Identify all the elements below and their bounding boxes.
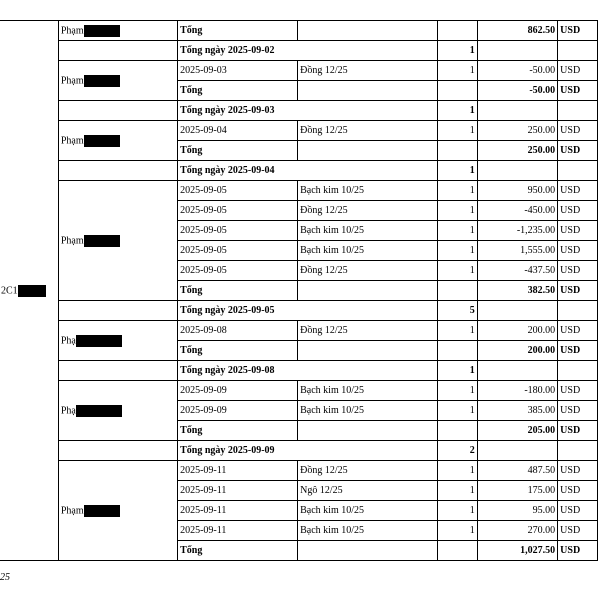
quantity: 1 <box>438 401 478 421</box>
redaction-bar <box>76 335 122 347</box>
empty-cell <box>558 101 598 121</box>
customer-name-cell <box>58 61 177 101</box>
empty-cell <box>298 281 438 301</box>
day-total-row <box>0 441 598 461</box>
day-total-count: 1 <box>438 41 478 61</box>
product-name: Bạch kim 10/25 <box>298 401 438 421</box>
quantity: 1 <box>438 521 478 541</box>
product-name: Ngô 12/25 <box>298 481 438 501</box>
day-total-label: Tổng ngày 2025-09-03 <box>178 101 438 121</box>
empty-cell <box>477 441 557 461</box>
day-total-count: 1 <box>438 101 478 121</box>
amount: -180.00 <box>477 381 557 401</box>
amount: 1,555.00 <box>477 241 557 261</box>
quantity: 1 <box>438 501 478 521</box>
trade-date: 2025-09-11 <box>178 481 298 501</box>
product-name: Bạch kim 10/25 <box>298 521 438 541</box>
currency: USD <box>558 541 598 561</box>
currency: USD <box>558 241 598 261</box>
currency: USD <box>558 61 598 81</box>
total-label: Tổng <box>178 141 298 161</box>
empty-cell <box>558 301 598 321</box>
customer-name: Phạm <box>60 234 84 246</box>
currency: USD <box>558 181 598 201</box>
transaction-row <box>0 121 598 141</box>
total-label: Tổng <box>178 21 298 41</box>
empty-cell <box>298 141 438 161</box>
empty-cell <box>298 421 438 441</box>
empty-cell <box>58 101 177 121</box>
amount: -437.50 <box>477 261 557 281</box>
currency: USD <box>558 121 598 141</box>
empty-cell <box>558 441 598 461</box>
trade-date: 2025-09-09 <box>178 401 298 421</box>
total-label: Tổng <box>178 281 298 301</box>
quantity: 1 <box>438 381 478 401</box>
trade-date: 2025-09-11 <box>178 461 298 481</box>
day-total-count: 1 <box>438 361 478 381</box>
day-total-label: Tổng ngày 2025-09-08 <box>178 361 438 381</box>
currency: USD <box>558 281 598 301</box>
currency: USD <box>558 201 598 221</box>
currency: USD <box>558 381 598 401</box>
trade-date: 2025-09-11 <box>178 501 298 521</box>
currency: USD <box>558 521 598 541</box>
empty-cell <box>477 361 557 381</box>
total-label: Tổng <box>178 541 298 561</box>
redaction-bar <box>84 505 120 517</box>
empty-cell <box>58 301 177 321</box>
empty-cell <box>477 101 557 121</box>
customer-name: Phạ <box>60 404 76 416</box>
quantity: 1 <box>438 61 478 81</box>
day-total-row <box>0 361 598 381</box>
amount: 175.00 <box>477 481 557 501</box>
currency: USD <box>558 21 598 41</box>
customer-name-cell <box>58 121 177 161</box>
amount: 950.00 <box>477 181 557 201</box>
group-total-amount: 250.00 <box>477 141 557 161</box>
quantity: 1 <box>438 241 478 261</box>
day-total-label: Tổng ngày 2025-09-04 <box>178 161 438 181</box>
currency: USD <box>558 401 598 421</box>
empty-cell <box>298 81 438 101</box>
empty-cell <box>438 541 478 561</box>
amount: 200.00 <box>477 321 557 341</box>
day-total-row <box>0 41 598 61</box>
product-name: Bạch kim 10/25 <box>298 221 438 241</box>
group-total-amount: 200.00 <box>477 341 557 361</box>
total-label: Tổng <box>178 81 298 101</box>
product-name: Bạch kim 10/25 <box>298 241 438 261</box>
day-total-label: Tổng ngày 2025-09-02 <box>178 41 438 61</box>
day-total-row <box>0 161 598 181</box>
amount: -450.00 <box>477 201 557 221</box>
empty-cell <box>558 41 598 61</box>
currency: USD <box>558 461 598 481</box>
trade-date: 2025-09-09 <box>178 381 298 401</box>
trade-date: 2025-09-11 <box>178 521 298 541</box>
amount: -1,235.00 <box>477 221 557 241</box>
empty-cell <box>558 161 598 181</box>
trade-date: 2025-09-08 <box>178 321 298 341</box>
empty-cell <box>298 21 438 41</box>
total-label: Tổng <box>178 341 298 361</box>
transaction-row <box>0 381 598 401</box>
quantity: 1 <box>438 201 478 221</box>
amount: 385.00 <box>477 401 557 421</box>
empty-cell <box>477 161 557 181</box>
group-total-row <box>0 21 598 41</box>
empty-cell <box>58 41 177 61</box>
customer-name: Phạm <box>60 74 84 86</box>
customer-name-cell <box>58 381 177 441</box>
group-total-amount: 862.50 <box>477 21 557 41</box>
product-name: Bạch kim 10/25 <box>298 181 438 201</box>
amount: 95.00 <box>477 501 557 521</box>
currency: USD <box>558 141 598 161</box>
customer-name-cell <box>58 321 177 361</box>
quantity: 1 <box>438 461 478 481</box>
customer-name: Phạ <box>60 334 76 346</box>
product-name: Đồng 12/25 <box>298 321 438 341</box>
day-total-label: Tổng ngày 2025-09-09 <box>178 441 438 461</box>
empty-cell <box>438 421 478 441</box>
empty-cell <box>58 161 177 181</box>
redaction-bar <box>84 25 120 37</box>
amount: 250.00 <box>477 121 557 141</box>
product-name: Đồng 12/25 <box>298 261 438 281</box>
redaction-bar <box>76 405 122 417</box>
transaction-row <box>0 61 598 81</box>
trade-date: 2025-09-05 <box>178 201 298 221</box>
amount: -50.00 <box>477 61 557 81</box>
quantity: 1 <box>438 261 478 281</box>
day-total-label: Tổng ngày 2025-09-05 <box>178 301 438 321</box>
empty-cell <box>58 361 177 381</box>
day-total-count: 5 <box>438 301 478 321</box>
currency: USD <box>558 341 598 361</box>
trade-date: 2025-09-04 <box>178 121 298 141</box>
trade-date: 2025-09-05 <box>178 181 298 201</box>
group-total-amount: 205.00 <box>477 421 557 441</box>
product-name: Đồng 12/25 <box>298 121 438 141</box>
product-name: Bạch kim 10/25 <box>298 501 438 521</box>
customer-name: Phạm <box>60 504 84 516</box>
currency: USD <box>558 221 598 241</box>
product-name: Bạch kim 10/25 <box>298 381 438 401</box>
empty-cell <box>477 41 557 61</box>
empty-cell <box>438 21 478 41</box>
empty-cell <box>438 281 478 301</box>
empty-cell <box>438 341 478 361</box>
day-total-count: 2 <box>438 441 478 461</box>
product-name: Đồng 12/25 <box>298 201 438 221</box>
quantity: 1 <box>438 121 478 141</box>
empty-cell <box>298 341 438 361</box>
empty-cell <box>558 361 598 381</box>
quantity: 1 <box>438 481 478 501</box>
group-total-amount: 1,027.50 <box>477 541 557 561</box>
currency: USD <box>558 481 598 501</box>
empty-cell <box>298 541 438 561</box>
amount: 270.00 <box>477 521 557 541</box>
transaction-table-body <box>0 21 598 561</box>
redaction-bar <box>84 135 120 147</box>
empty-cell <box>438 141 478 161</box>
day-total-row <box>0 301 598 321</box>
empty-cell <box>477 301 557 321</box>
empty-cell <box>438 81 478 101</box>
customer-name: Phạm <box>60 24 84 36</box>
redaction-bar <box>18 285 46 297</box>
quantity: 1 <box>438 321 478 341</box>
account-cell <box>0 21 58 561</box>
product-name: Đồng 12/25 <box>298 61 438 81</box>
empty-cell <box>58 441 177 461</box>
transaction-table <box>0 20 598 561</box>
redaction-bar <box>84 75 120 87</box>
customer-name-cell <box>58 21 177 41</box>
trade-date: 2025-09-05 <box>178 261 298 281</box>
currency: USD <box>558 501 598 521</box>
redaction-bar <box>84 235 120 247</box>
day-total-count: 1 <box>438 161 478 181</box>
trade-date: 2025-09-05 <box>178 221 298 241</box>
quantity: 1 <box>438 181 478 201</box>
transaction-row <box>0 181 598 201</box>
page-footer-text: 25 <box>0 572 10 583</box>
amount: 487.50 <box>477 461 557 481</box>
quantity: 1 <box>438 221 478 241</box>
customer-name-cell <box>58 181 177 301</box>
group-total-amount: 382.50 <box>477 281 557 301</box>
customer-name-cell <box>58 461 177 561</box>
transaction-row <box>0 321 598 341</box>
customer-name: Phạm <box>60 134 84 146</box>
trade-date: 2025-09-03 <box>178 61 298 81</box>
currency: USD <box>558 261 598 281</box>
trade-date: 2025-09-05 <box>178 241 298 261</box>
group-total-amount: -50.00 <box>477 81 557 101</box>
currency: USD <box>558 421 598 441</box>
currency: USD <box>558 81 598 101</box>
transaction-row <box>0 461 598 481</box>
total-label: Tổng <box>178 421 298 441</box>
account-code: 2C1 <box>1 284 18 296</box>
currency: USD <box>558 321 598 341</box>
day-total-row <box>0 101 598 121</box>
product-name: Đồng 12/25 <box>298 461 438 481</box>
